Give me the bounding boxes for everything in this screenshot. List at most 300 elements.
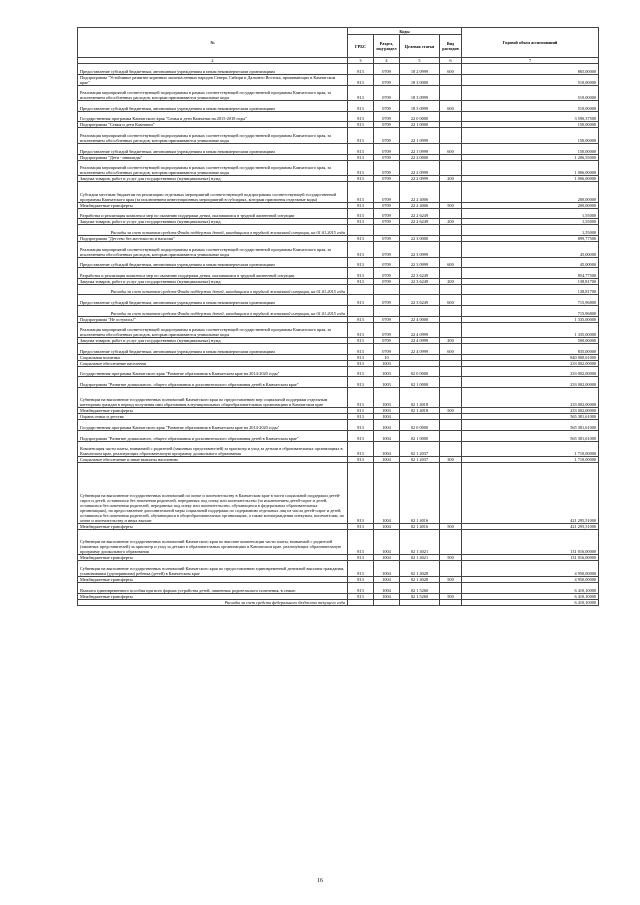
row-target-article: 02 1 0000: [400, 431, 440, 442]
row-name: Субвенции на выполнение государственных полномочий Камчатского края по предоставлению мер социальной поддержки отдельным категориям граждан в период получения ими образования в муниципальных общеобразовательных организациях в Камчатском крае: [78, 387, 348, 408]
table-row: [78, 241, 599, 257]
row-grbs: 813: [348, 555, 374, 561]
row-grbs: 813: [348, 64, 374, 75]
header-codes: Коды: [348, 28, 462, 35]
row-expense-type: [440, 241, 462, 257]
row-amount: 131 016,00000: [462, 529, 599, 555]
row-name: Выплата единовременного пособия при всех формах устройства детей, лишенных родительского попечения, в семью: [78, 583, 348, 594]
row-target-article: 22 3 0999: [400, 257, 440, 268]
row-name: Социальная политика: [78, 354, 348, 360]
row-target-article: 02 1 4018: [400, 387, 440, 408]
row-name: Реализация мероприятий соответствующей подпрограммы в рамках соответствующей государственной программы Камчатского края, за исключением обособленных расходов, которым присваиваются уникальные коды: [78, 160, 348, 176]
row-target-article: 22 2 4006: [400, 202, 440, 208]
row-grbs: 813: [348, 577, 374, 583]
table-row: [78, 420, 599, 431]
row-amount: 233 002,00000: [462, 366, 599, 377]
row-amount: 1 710,00000: [462, 457, 599, 463]
row-grbs: 813: [348, 561, 374, 577]
row-target-article: 02 1 4016: [400, 463, 440, 524]
row-amount: 835,00000: [462, 344, 599, 355]
row-grbs: 813: [348, 160, 374, 176]
row-name: Предоставление субсидий бюджетным, автономным учреждениям и иным некоммерческим организациям: [78, 64, 348, 75]
row-razdel: 0709: [374, 338, 400, 344]
row-target-article: [400, 225, 440, 236]
row-amount: 138,81700: [462, 284, 599, 295]
row-name: Закупка товаров, работ и услуг для государственных (муниципальных) нужд: [78, 278, 348, 284]
row-amount: 715,96800: [462, 295, 599, 306]
table-row: [78, 111, 599, 122]
row-razdel: 1003: [374, 366, 400, 377]
row-name: Межбюджетные трансферты: [78, 408, 348, 414]
row-expense-type: 500: [440, 408, 462, 414]
row-razdel: 0709: [374, 74, 400, 85]
row-target-article: [400, 305, 440, 316]
header-no: №: [78, 28, 348, 58]
table-body: [78, 64, 599, 606]
row-name: Реализация мероприятий соответствующей подпрограммы в рамках соответствующей государственной программы Камчатского края, за исключением обособленных расходов, которым присваиваются уникальные коды: [78, 322, 348, 338]
row-name: Государственная программа Камчатского края "Семья и дети Камчатки на 2015-2018 годы": [78, 111, 348, 122]
row-amount: 1 006,00000: [462, 160, 599, 176]
row-amount: 45,00000: [462, 257, 599, 268]
row-target-article: 02 1 4018: [400, 408, 440, 414]
table-row: [78, 463, 599, 524]
row-amount: 565 381,61000: [462, 431, 599, 442]
row-name: Межбюджетные трансферты: [78, 593, 348, 599]
row-name: Межбюджетные трансферты: [78, 202, 348, 208]
row-grbs: 813: [348, 111, 374, 122]
row-razdel: 1003: [374, 408, 400, 414]
row-target-article: 02 1 4021: [400, 555, 440, 561]
table-row: [78, 101, 599, 112]
row-name: Межбюджетные трансферты: [78, 577, 348, 583]
row-target-article: 18 3 0000: [400, 74, 440, 85]
row-grbs: 813: [348, 122, 374, 128]
row-name: Охрана семьи и детства: [78, 414, 348, 420]
table-note-row: [78, 305, 599, 316]
row-expense-type: 200: [440, 278, 462, 284]
row-razdel: 0709: [374, 278, 400, 284]
row-grbs: 813: [348, 154, 374, 160]
row-amount: 1 006,00000: [462, 176, 599, 182]
row-expense-type: [440, 441, 462, 457]
row-name: Предоставление субсидий бюджетным, автономным учреждениям и иным некоммерческим организациям: [78, 295, 348, 306]
row-amount: 6 410,10000: [462, 599, 599, 605]
row-razdel: 1004: [374, 529, 400, 555]
row-grbs: 813: [348, 463, 374, 524]
row-target-article: 02 0 0000: [400, 420, 440, 431]
row-razdel: 1004: [374, 457, 400, 463]
row-target-article: 02 1 5260: [400, 583, 440, 594]
row-amount: 510,00000: [462, 101, 599, 112]
row-expense-type: [440, 284, 462, 295]
row-razdel: 1004: [374, 441, 400, 457]
row-name: Межбюджетные трансферты: [78, 523, 348, 529]
row-target-article: 18 3 0999: [400, 85, 440, 101]
row-grbs: 813: [348, 268, 374, 279]
table-note-row: [78, 225, 599, 236]
row-razdel: 1004: [374, 583, 400, 594]
table-row: [78, 387, 599, 408]
row-target-article: 22 4 0999: [400, 338, 440, 344]
row-razdel: 10: [374, 354, 400, 360]
row-name: Предоставление субсидий бюджетным, автономным учреждениям и иным некоммерческим организациям: [78, 143, 348, 154]
row-amount: 1 206,55000: [462, 154, 599, 160]
row-razdel: 0709: [374, 122, 400, 128]
row-target-article: 22 2 4006: [400, 182, 440, 203]
row-name: Субсидии местным бюджетам на реализацию отдельных мероприятий соответствующей подпрограммы соответствующей государственной программы Камчатского края (за исключением инвестиционных мероприятий в субсидиях, которым присвоены отдельные коды): [78, 182, 348, 203]
row-grbs: 813: [348, 101, 374, 112]
row-grbs: 813: [348, 366, 374, 377]
row-name: Подпрограмма "Развитие дошкольного, общего образования и дополнительного образования детей в Камчатском крае": [78, 377, 348, 388]
row-expense-type: 600: [440, 101, 462, 112]
row-amount: 45,00000: [462, 241, 599, 257]
table-row: [78, 85, 599, 101]
row-razdel: 1003: [374, 387, 400, 408]
row-target-article: 02 1 2037: [400, 441, 440, 457]
row-grbs: 813: [348, 85, 374, 101]
row-name: Социальное обеспечение населения: [78, 360, 348, 366]
row-name: Реализация мероприятий соответствующей подпрограммы в рамках соответствующей государственной программы Камчатского края, за исключением обособленных расходов, которым присваиваются уникальные коды: [78, 241, 348, 257]
header-row-1: [78, 28, 599, 35]
budget-table: [77, 27, 599, 606]
row-grbs: 813: [348, 431, 374, 442]
row-razdel: 1004: [374, 414, 400, 420]
row-target-article: 22 1 0999: [400, 143, 440, 154]
row-target-article: 22 3 0000: [400, 235, 440, 241]
row-grbs: 813: [348, 441, 374, 457]
row-razdel: 0709: [374, 182, 400, 203]
row-grbs: 813: [348, 338, 374, 344]
row-amount: 233 002,00000: [462, 408, 599, 414]
table-row: [78, 366, 599, 377]
table-row: [78, 160, 599, 176]
row-razdel: 1004: [374, 561, 400, 577]
row-amount: 510,00000: [462, 74, 599, 85]
row-razdel: 0709: [374, 101, 400, 112]
row-amount: 233 002,00000: [462, 360, 599, 366]
row-razdel: 0709: [374, 128, 400, 144]
row-razdel: 0709: [374, 316, 400, 322]
table-row: [78, 143, 599, 154]
row-grbs: 813: [348, 344, 374, 355]
col-num: 7: [462, 58, 599, 64]
row-name: Подпрограмма "Детство без жестокости и насилия": [78, 235, 348, 241]
row-target-article: 22 2 6249: [400, 219, 440, 225]
row-expense-type: [440, 599, 462, 605]
table-row: [78, 128, 599, 144]
row-target-article: 02 1 2037: [400, 457, 440, 463]
row-amount: 4 950,00000: [462, 561, 599, 577]
row-amount: 150,00000: [462, 143, 599, 154]
row-grbs: [348, 225, 374, 236]
row-grbs: 813: [348, 529, 374, 555]
row-amount: 1 335,00000: [462, 322, 599, 338]
row-name: Предоставление субсидий бюджетным, автономным учреждениям и иным некоммерческим организациям: [78, 257, 348, 268]
row-grbs: 813: [348, 420, 374, 431]
row-name: Реализация мероприятий соответствующей подпрограммы в рамках соответствующей государственной программы Камчатского края, за исключением обособленных расходов, которым присваиваются уникальные коды: [78, 128, 348, 144]
row-amount: 3 590,37500: [462, 111, 599, 122]
row-grbs: 813: [348, 241, 374, 257]
row-target-article: 22 3 6249: [400, 268, 440, 279]
table-row: [78, 441, 599, 457]
row-name: Социальное обеспечение и иные выплаты населению: [78, 457, 348, 463]
row-expense-type: 500: [440, 577, 462, 583]
row-amount: 233 002,00000: [462, 377, 599, 388]
row-expense-type: [440, 529, 462, 555]
row-target-article: 22 2 6249: [400, 208, 440, 219]
row-expense-type: [440, 420, 462, 431]
col-num: 6: [440, 58, 462, 64]
row-amount: 200,00000: [462, 182, 599, 203]
row-name: Расходы за счет остатков средств Фонда поддержки детей, находящихся в трудной жизненной ситуации, на 01.01.2015 года: [78, 225, 348, 236]
table-row: [78, 344, 599, 355]
table-note-row: [78, 284, 599, 295]
row-expense-type: 200: [440, 219, 462, 225]
row-name: Межбюджетные трансферты: [78, 555, 348, 561]
row-razdel: 1004: [374, 523, 400, 529]
row-target-article: 18 3 0999: [400, 101, 440, 112]
row-expense-type: [440, 128, 462, 144]
table-row: [78, 431, 599, 442]
row-grbs: 813: [348, 593, 374, 599]
row-grbs: 813: [348, 176, 374, 182]
table-row: [78, 208, 599, 219]
row-razdel: 0709: [374, 268, 400, 279]
row-name: Предоставление субсидий бюджетным, автономным учреждениям и иным некоммерческим организациям: [78, 101, 348, 112]
row-name: Расходы за счет остатков средств Фонда поддержки детей, находящихся в трудной жизненной ситуации, на 01.01.2015 года: [78, 284, 348, 295]
row-name: Расходы за счет средств федерального бюджета текущего года: [78, 599, 348, 605]
row-target-article: 02 1 4028: [400, 577, 440, 583]
row-amount: 6 410,10000: [462, 593, 599, 599]
row-expense-type: 300: [440, 457, 462, 463]
row-name: Разработка и реализация комплекса мер по оказанию поддержки детям, оказавшимся в трудной жизненной ситуации: [78, 208, 348, 219]
col-num: 4: [374, 58, 400, 64]
row-razdel: 0709: [374, 85, 400, 101]
row-razdel: 0709: [374, 257, 400, 268]
col-num: 3: [348, 58, 374, 64]
row-amount: 500,00000: [462, 338, 599, 344]
table-row: [78, 257, 599, 268]
row-razdel: 0709: [374, 219, 400, 225]
table-row: [78, 529, 599, 555]
row-expense-type: 500: [440, 523, 462, 529]
row-expense-type: [440, 85, 462, 101]
row-amount: 150,00000: [462, 128, 599, 144]
row-razdel: 1004: [374, 420, 400, 431]
row-amount: 865,00000: [462, 64, 599, 75]
table-row: [78, 268, 599, 279]
row-name: Подпрограмма "Не оступись!": [78, 316, 348, 322]
row-amount: 200,00000: [462, 202, 599, 208]
row-name: Государственная программа Камчатского края "Развитие образования в Камчатском крае на 2014-2020 годы": [78, 366, 348, 377]
row-expense-type: [440, 366, 462, 377]
row-amount: 854,77500: [462, 268, 599, 279]
row-amount: 1,55000: [462, 219, 599, 225]
row-name: Подпрограмма "Устойчивое развитие коренных малочисленных народов Севера, Сибири и Дальнего Востока, проживающих в Камчатском крае": [78, 74, 348, 85]
row-amount: 1,55000: [462, 225, 599, 236]
row-target-article: 22 3 0999: [400, 241, 440, 257]
row-target-article: 22 3 6249: [400, 295, 440, 306]
row-target-article: [400, 599, 440, 605]
table-note-row: [78, 599, 599, 605]
header-cs: Целевая статья: [400, 35, 440, 58]
row-grbs: 813: [348, 414, 374, 420]
row-target-article: [400, 284, 440, 295]
table-row: [78, 74, 599, 85]
row-grbs: [348, 305, 374, 316]
row-grbs: 813: [348, 202, 374, 208]
row-target-article: 22 1 0000: [400, 122, 440, 128]
table-row: [78, 182, 599, 203]
row-razdel: 0709: [374, 322, 400, 338]
header-vr: Вид расходов: [440, 35, 462, 58]
row-razdel: 0709: [374, 295, 400, 306]
row-name: Субвенции на выполнение государственных полномочий по опеке и попечительству в Камчатском крае в части социальной поддержки детей-сирот и детей, оставшихся без попечения родителей, переданных под опеку или попечительство (за исключением детей-сирот и детей, оставшихся без попечения родителей, переданных под опеку или попечительство, обучающихся в федеральных образовательных организациях), на предоставление дополнительной меры социальной поддержки по содержанию отдельных лиц из числа детей-сирот и детей, оставшихся без попечения родителей, обучающихся в общеобразовательных организациях, а также вознаграждения опекунам, попечителям, по опеке и попечительству и иных выплат: [78, 463, 348, 524]
row-target-article: 18 2 0999: [400, 64, 440, 75]
table-row: [78, 377, 599, 388]
row-name: Закупка товаров, работ и услуг для государственных (муниципальных) нужд: [78, 176, 348, 182]
row-target-article: 22 1 0999: [400, 128, 440, 144]
row-expense-type: [440, 431, 462, 442]
row-razdel: 0709: [374, 64, 400, 75]
row-target-article: 02 1 5260: [400, 593, 440, 599]
page-number: 16: [317, 878, 323, 884]
table-row: [78, 561, 599, 577]
row-razdel: 1004: [374, 431, 400, 442]
row-grbs: 813: [348, 143, 374, 154]
row-grbs: 813: [348, 457, 374, 463]
row-target-article: 22 2 0999: [400, 176, 440, 182]
row-amount: 421 295,51000: [462, 463, 599, 524]
row-name: Компенсация части платы, взимаемой с родителей (законных представителей) за присмотр и уход за детьми в образовательных организациях в Камчатском крае, реализующих образовательную программу дошкольного образования: [78, 441, 348, 457]
row-amount: 421 295,51000: [462, 523, 599, 529]
row-name: Подпрограмма "Дети - инвалиды": [78, 154, 348, 160]
row-grbs: 813: [348, 235, 374, 241]
table-row: [78, 64, 599, 75]
row-name: Подпрограмма "Развитие дошкольного, общего образования и дополнительного образования детей в Камчатском крае": [78, 431, 348, 442]
row-target-article: 02 1 4016: [400, 523, 440, 529]
row-grbs: 813: [348, 295, 374, 306]
row-grbs: 813: [348, 278, 374, 284]
row-razdel: 0709: [374, 241, 400, 257]
row-amount: 1 710,00000: [462, 441, 599, 457]
row-razdel: [374, 599, 400, 605]
row-expense-type: [440, 74, 462, 85]
row-amount: 565 381,61000: [462, 414, 599, 420]
row-razdel: 1004: [374, 593, 400, 599]
row-razdel: 0709: [374, 160, 400, 176]
row-name: Государственная программа Камчатского края "Развитие образования в Камчатском крае на 2014-2020 годы": [78, 420, 348, 431]
header-amount: Годовой объем ассигнований: [462, 28, 599, 58]
row-grbs: 813: [348, 408, 374, 414]
row-expense-type: [440, 561, 462, 577]
row-amount: 510,00000: [462, 85, 599, 101]
row-expense-type: [440, 377, 462, 388]
row-grbs: 813: [348, 128, 374, 144]
row-grbs: 813: [348, 377, 374, 388]
row-name: Субвенции на выполнение государственных полномочий Камчатского края по выплате компенсации части платы, взимаемой с родителей (законных представителей) за присмотр и уход за детьми в образовательных организациях в Камчатском крае, реализующих образовательную программу дошкольного образования: [78, 529, 348, 555]
row-expense-type: [440, 268, 462, 279]
row-name: Реализация мероприятий соответствующей подпрограммы в рамках соответствующей государственной программы Камчатского края, за исключением обособленных расходов, которым присваиваются уникальные коды: [78, 85, 348, 101]
row-name: Расходы за счет остатков средств Фонда поддержки детей, находящихся в трудной жизненной ситуации, на 01.01.2015 года: [78, 305, 348, 316]
row-razdel: 1004: [374, 555, 400, 561]
col-num: 5: [400, 58, 440, 64]
row-expense-type: [440, 208, 462, 219]
row-expense-type: [440, 463, 462, 524]
row-razdel: 0709: [374, 208, 400, 219]
row-grbs: 813: [348, 387, 374, 408]
row-target-article: 02 0 0000: [400, 366, 440, 377]
row-name: Закупка товаров, работ и услуг для государственных (муниципальных) нужд: [78, 338, 348, 344]
table-row: [78, 583, 599, 594]
row-name: Закупка товаров, работ и услуг для государственных (муниципальных) нужд: [78, 219, 348, 225]
row-razdel: 1003: [374, 360, 400, 366]
row-target-article: 22 2 0000: [400, 154, 440, 160]
row-expense-type: 200: [440, 176, 462, 182]
table-row: [78, 322, 599, 338]
row-target-article: 22 3 6249: [400, 278, 440, 284]
row-grbs: 813: [348, 219, 374, 225]
row-amount: 233 002,00000: [462, 387, 599, 408]
row-expense-type: 500: [440, 555, 462, 561]
row-razdel: 1004: [374, 577, 400, 583]
row-name: Разработка и реализация комплекса мер по оказанию поддержки детям, оказавшимся в трудной жизненной ситуации: [78, 268, 348, 279]
row-grbs: 813: [348, 182, 374, 203]
row-expense-type: [440, 305, 462, 316]
row-razdel: 0709: [374, 154, 400, 160]
row-amount: 1,55000: [462, 208, 599, 219]
row-expense-type: 500: [440, 593, 462, 599]
row-grbs: 813: [348, 257, 374, 268]
row-grbs: 813: [348, 360, 374, 366]
row-expense-type: 600: [440, 64, 462, 75]
row-target-article: 22 4 0999: [400, 322, 440, 338]
row-razdel: 0709: [374, 111, 400, 122]
row-razdel: 0709: [374, 143, 400, 154]
row-expense-type: 500: [440, 202, 462, 208]
row-target-article: 22 0 0000: [400, 111, 440, 122]
table-row: [78, 295, 599, 306]
row-expense-type: [440, 182, 462, 203]
col-num: 2: [78, 58, 348, 64]
row-expense-type: 600: [440, 344, 462, 355]
header-grbs: ГРБС: [348, 35, 374, 58]
row-grbs: 813: [348, 208, 374, 219]
row-grbs: 813: [348, 74, 374, 85]
row-expense-type: 600: [440, 143, 462, 154]
row-grbs: [348, 599, 374, 605]
row-razdel: [374, 225, 400, 236]
row-expense-type: [440, 583, 462, 594]
row-target-article: 02 1 4028: [400, 561, 440, 577]
row-grbs: 813: [348, 354, 374, 360]
row-target-article: 02 1 4021: [400, 529, 440, 555]
row-expense-type: 200: [440, 338, 462, 344]
row-expense-type: [440, 322, 462, 338]
row-amount: 138,81700: [462, 278, 599, 284]
row-expense-type: 600: [440, 295, 462, 306]
row-target-article: 22 4 0000: [400, 316, 440, 322]
row-razdel: 1003: [374, 377, 400, 388]
row-expense-type: [440, 160, 462, 176]
row-amount: 1 335,00000: [462, 316, 599, 322]
row-grbs: 813: [348, 523, 374, 529]
row-grbs: 813: [348, 316, 374, 322]
row-target-article: 02 1 0000: [400, 377, 440, 388]
header-razdel: Раздел, под-раздел: [374, 35, 400, 58]
row-grbs: [348, 284, 374, 295]
row-amount: 840 000,61000: [462, 354, 599, 360]
